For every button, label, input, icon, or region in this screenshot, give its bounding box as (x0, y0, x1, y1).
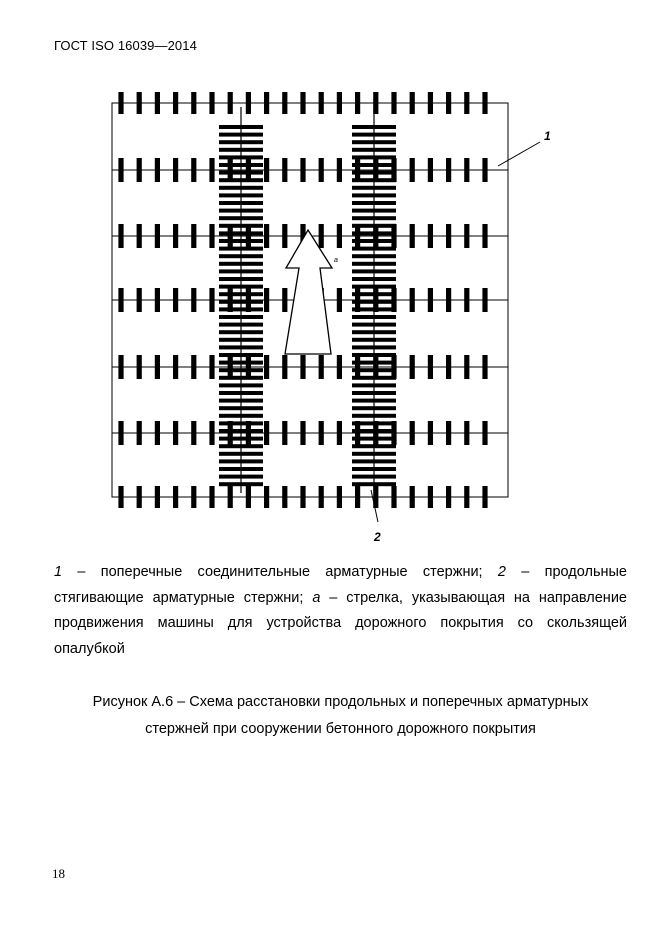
transverse-bar (191, 288, 196, 312)
transverse-bar (300, 92, 305, 114)
transverse-bar (410, 224, 415, 248)
longitudinal-bar (352, 345, 396, 349)
transverse-bar (355, 92, 360, 114)
transverse-bar (464, 355, 469, 379)
longitudinal-bar (352, 338, 396, 342)
longitudinal-bar (352, 414, 396, 418)
transverse-bar (228, 421, 233, 445)
transverse-bar (246, 355, 251, 379)
longitudinal-bar (219, 239, 263, 243)
transverse-bar (118, 158, 123, 182)
longitudinal-bar (219, 285, 263, 289)
longitudinal-bar (219, 155, 263, 159)
transverse-bar (246, 224, 251, 248)
longitudinal-bar (219, 209, 263, 213)
transverse-bar (410, 421, 415, 445)
transverse-bar (155, 421, 160, 445)
transverse-bar (228, 224, 233, 248)
caption-line-1: Рисунок А.6 – Схема расстановки продольных и поперечных арматурных (92, 694, 589, 710)
transverse-bar (482, 158, 487, 182)
transverse-bar (209, 92, 214, 114)
transverse-bar (410, 158, 415, 182)
transverse-bar (428, 486, 433, 508)
transverse-bar (337, 486, 342, 508)
legend-text-1: – поперечные соединительные арматурные стержни; (62, 564, 498, 580)
transverse-bar (337, 421, 342, 445)
transverse-bar (246, 421, 251, 445)
transverse-bar (373, 421, 378, 445)
transverse-bar (155, 288, 160, 312)
longitudinal-bar (219, 383, 263, 387)
transverse-bar (137, 224, 142, 248)
transverse-bar (464, 288, 469, 312)
longitudinal-bar (352, 186, 396, 190)
longitudinal-bar (352, 330, 396, 334)
transverse-bar (464, 158, 469, 182)
transverse-bar (410, 486, 415, 508)
legend-key-a: а (312, 589, 321, 606)
legend-text-2: – продольные стягивающие арматурные стержни; (54, 564, 627, 606)
transverse-bar (300, 486, 305, 508)
transverse-bar (246, 288, 251, 312)
transverse-bar (246, 486, 251, 508)
transverse-bar (410, 92, 415, 114)
transverse-bar (264, 92, 269, 114)
transverse-bar (137, 92, 142, 114)
transverse-bar (155, 486, 160, 508)
longitudinal-bar (352, 459, 396, 463)
transverse-bar (410, 355, 415, 379)
transverse-bar (282, 421, 287, 445)
transverse-bar (118, 224, 123, 248)
longitudinal-bar (219, 414, 263, 418)
longitudinal-bar (219, 247, 263, 251)
transverse-bar (173, 224, 178, 248)
transverse-bar (337, 224, 342, 248)
transverse-bar (391, 355, 396, 379)
figure-legend (54, 560, 627, 662)
longitudinal-bar (219, 201, 263, 205)
transverse-bar (282, 224, 287, 248)
longitudinal-bar (352, 262, 396, 266)
transverse-bar (264, 421, 269, 445)
transverse-bar (355, 355, 360, 379)
transverse-bar (173, 355, 178, 379)
transverse-bar (319, 92, 324, 114)
longitudinal-bar (219, 345, 263, 349)
transverse-bar (300, 158, 305, 182)
longitudinal-bar (352, 467, 396, 471)
transverse-bar (118, 355, 123, 379)
transverse-bar (428, 92, 433, 114)
longitudinal-bar (219, 186, 263, 190)
longitudinal-bar (352, 140, 396, 144)
transverse-bar (428, 224, 433, 248)
longitudinal-bar (352, 125, 396, 129)
transverse-bar (209, 158, 214, 182)
transverse-bar (482, 486, 487, 508)
longitudinal-bar (219, 292, 263, 296)
longitudinal-bar (219, 361, 263, 365)
transverse-bar (118, 92, 123, 114)
transverse-bar (118, 421, 123, 445)
transverse-bar (228, 355, 233, 379)
transverse-bar (282, 288, 287, 312)
transverse-bar (446, 421, 451, 445)
transverse-bar (319, 486, 324, 508)
longitudinal-bar (219, 231, 263, 235)
transverse-bar (209, 288, 214, 312)
transverse-bar (173, 92, 178, 114)
transverse-bar (282, 355, 287, 379)
transverse-bar (264, 224, 269, 248)
longitudinal-bar (219, 338, 263, 342)
transverse-bar (373, 92, 378, 114)
transverse-bar (428, 421, 433, 445)
transverse-bar (191, 421, 196, 445)
longitudinal-bar (352, 475, 396, 479)
transverse-bar (209, 355, 214, 379)
transverse-bar (391, 158, 396, 182)
transverse-bar (446, 92, 451, 114)
longitudinal-bar (219, 429, 263, 433)
transverse-bar (118, 288, 123, 312)
longitudinal-bar (352, 406, 396, 410)
callout-label-1: 1 (544, 129, 551, 143)
transverse-bar (464, 421, 469, 445)
longitudinal-bar (219, 475, 263, 479)
longitudinal-bar (219, 269, 263, 273)
longitudinal-bar (219, 437, 263, 441)
transverse-bar (391, 92, 396, 114)
longitudinal-bar (219, 323, 263, 327)
transverse-bar (355, 224, 360, 248)
transverse-bar (373, 288, 378, 312)
transverse-bar (337, 288, 342, 312)
transverse-bar (319, 421, 324, 445)
longitudinal-bar (219, 277, 263, 281)
transverse-bar (337, 355, 342, 379)
transverse-bar (228, 486, 233, 508)
longitudinal-bar (219, 330, 263, 334)
transverse-bar (264, 288, 269, 312)
transverse-bar (264, 158, 269, 182)
transverse-bar (282, 158, 287, 182)
longitudinal-bar (219, 482, 263, 486)
transverse-bar (355, 421, 360, 445)
longitudinal-bar (219, 224, 263, 228)
transverse-bar (228, 92, 233, 114)
direction-arrow (285, 230, 332, 354)
transverse-bar (155, 224, 160, 248)
caption-line-2: стержней при сооружении бетонного дорожного покрытия (145, 721, 536, 737)
longitudinal-bar (219, 133, 263, 137)
standard-header: ГОСТ ISO 16039—2014 (54, 38, 197, 53)
transverse-bar (191, 486, 196, 508)
longitudinal-bar (352, 254, 396, 258)
transverse-bar (355, 288, 360, 312)
longitudinal-bar (352, 209, 396, 213)
transverse-bar (137, 288, 142, 312)
transverse-bar (337, 158, 342, 182)
longitudinal-bar (352, 193, 396, 197)
transverse-bar (209, 421, 214, 445)
transverse-bar (282, 486, 287, 508)
transverse-bar (355, 158, 360, 182)
transverse-bar (137, 158, 142, 182)
transverse-bar (246, 158, 251, 182)
legend-key-2: 2 (497, 564, 506, 580)
longitudinal-bar (219, 125, 263, 129)
longitudinal-bar (352, 269, 396, 273)
transverse-bar (482, 355, 487, 379)
transverse-bar (246, 92, 251, 114)
longitudinal-bar (352, 315, 396, 319)
transverse-bar (391, 486, 396, 508)
transverse-bar (319, 158, 324, 182)
longitudinal-bar (219, 262, 263, 266)
transverse-bar (391, 421, 396, 445)
transverse-bar (482, 421, 487, 445)
transverse-bar (319, 224, 324, 248)
transverse-bar (264, 486, 269, 508)
transverse-bar (173, 486, 178, 508)
transverse-bar (373, 355, 378, 379)
longitudinal-bar (352, 277, 396, 281)
transverse-bar (428, 158, 433, 182)
figure-caption (54, 689, 627, 743)
transverse-bar (446, 486, 451, 508)
transverse-bar (191, 158, 196, 182)
longitudinal-bar (219, 163, 263, 167)
transverse-bar (446, 224, 451, 248)
longitudinal-bar (219, 307, 263, 311)
transverse-bar (410, 288, 415, 312)
transverse-bar (391, 224, 396, 248)
longitudinal-bar (352, 133, 396, 137)
transverse-bar (373, 158, 378, 182)
longitudinal-bar (352, 383, 396, 387)
longitudinal-bar (219, 148, 263, 152)
longitudinal-bar (219, 452, 263, 456)
transverse-bar (155, 92, 160, 114)
legend-text-a: – стрелка, указывающая на направление продвижения машины для устройства дорожного покрытия со скользящей опалубкой (54, 589, 627, 657)
transverse-bar (191, 224, 196, 248)
transverse-bar (446, 288, 451, 312)
longitudinal-bar (219, 391, 263, 395)
transverse-bar (118, 486, 123, 508)
transverse-bar (209, 486, 214, 508)
longitudinal-bar (352, 482, 396, 486)
transverse-bar (428, 288, 433, 312)
longitudinal-bar (219, 140, 263, 144)
longitudinal-bar (219, 406, 263, 410)
transverse-bar (137, 421, 142, 445)
transverse-bar (391, 288, 396, 312)
longitudinal-bar (219, 193, 263, 197)
callout-line-1 (498, 142, 540, 166)
transverse-bar (446, 158, 451, 182)
transverse-bar (191, 92, 196, 114)
transverse-bar (300, 355, 305, 379)
transverse-bar (337, 92, 342, 114)
callout-label-2: 2 (374, 530, 381, 544)
longitudinal-bar (219, 315, 263, 319)
longitudinal-bar (219, 353, 263, 357)
transverse-bar (228, 288, 233, 312)
longitudinal-bar (219, 444, 263, 448)
longitudinal-bar (219, 467, 263, 471)
page-number: 18 (52, 866, 65, 881)
transverse-bar (446, 355, 451, 379)
transverse-bar (464, 224, 469, 248)
transverse-bar (264, 355, 269, 379)
longitudinal-bar (219, 376, 263, 380)
transverse-bar (209, 224, 214, 248)
transverse-bar (464, 486, 469, 508)
transverse-bar (373, 224, 378, 248)
transverse-bar (155, 158, 160, 182)
longitudinal-bar (219, 216, 263, 220)
longitudinal-bar (219, 171, 263, 175)
longitudinal-bar (219, 254, 263, 258)
longitudinal-bar (352, 201, 396, 205)
longitudinal-bar (219, 421, 263, 425)
transverse-bar (482, 288, 487, 312)
longitudinal-bar (352, 452, 396, 456)
transverse-bar (482, 92, 487, 114)
transverse-bar (173, 158, 178, 182)
longitudinal-bar (219, 399, 263, 403)
transverse-bar (355, 486, 360, 508)
transverse-bar (173, 421, 178, 445)
transverse-bar (137, 355, 142, 379)
transverse-bar (228, 158, 233, 182)
arrow-label: a (334, 257, 338, 264)
transverse-bar (428, 355, 433, 379)
longitudinal-bar (219, 178, 263, 182)
transverse-bar (482, 224, 487, 248)
transverse-bar (191, 355, 196, 379)
transverse-bar (282, 92, 287, 114)
longitudinal-bar (352, 399, 396, 403)
transverse-bar (155, 355, 160, 379)
transverse-bar (464, 92, 469, 114)
longitudinal-bar (352, 391, 396, 395)
longitudinal-bar (352, 216, 396, 220)
longitudinal-bar (219, 459, 263, 463)
longitudinal-bar (352, 148, 396, 152)
transverse-bar (137, 486, 142, 508)
transverse-bar (173, 288, 178, 312)
transverse-bar (319, 355, 324, 379)
longitudinal-bar (219, 368, 263, 372)
legend-key-1: 1 (54, 564, 63, 580)
longitudinal-bar (352, 323, 396, 327)
transverse-bar (300, 421, 305, 445)
